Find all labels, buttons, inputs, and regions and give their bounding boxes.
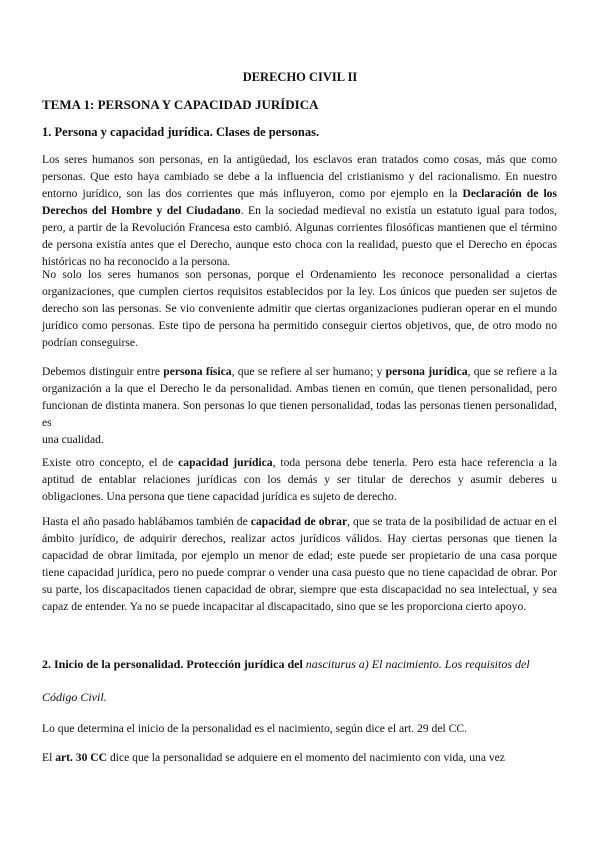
section-2-heading-italic-end: Código Civil.	[42, 690, 107, 704]
section-2-heading-italic: nasciturus a) El nacimiento. Los requisitos del	[305, 657, 530, 671]
paragraph-3-bold-persona-fisica: persona física	[163, 365, 232, 378]
paragraph-4	[42, 454, 557, 505]
paragraph-3-text-e: , que se refiere a la organización a la que el Derecho le da personalidad. Ambas tienen en común, que tienen personalidad, pero funcionan de distinta manera. Son personas lo que tienen personalidad, todas las personas tienen personalidad, es	[42, 365, 558, 429]
paragraph-5-text-a: Hasta el año pasado hablábamos también de	[42, 515, 251, 528]
paragraph-4-text-c: , toda persona debe tenerla. Pero esta hace referencia a la aptitud de entablar relaciones jurídicas con los demás y ser titular de derechos y asumir deberes u obligaciones. Una persona que tiene capacidad jurídica es sujeto de derecho.	[42, 456, 557, 503]
section-2-heading	[42, 656, 557, 673]
paragraph-5	[42, 513, 557, 615]
section-2-heading-bold: 2. Inicio de la personalidad. Protección jurídica del	[42, 657, 306, 671]
paragraph-3-last-line: una cualidad.	[42, 433, 104, 446]
topic-heading: TEMA 1: PERSONA Y CAPACIDAD JURÍDICA	[42, 97, 319, 112]
paragraph-7-bold-term: art. 30 CC	[55, 751, 108, 764]
paragraph-6	[42, 720, 557, 737]
paragraph-7	[42, 749, 557, 769]
paragraph-4-text-a: Existe otro concepto, el de	[42, 456, 179, 469]
paragraph-3-bold-persona-juridica: persona jurídica	[385, 365, 468, 378]
paragraph-7-text-c: dice que la personalidad se adquiere en el momento del nacimiento con vida, una vez	[107, 751, 505, 764]
section-2-heading-continuation	[42, 689, 557, 706]
paragraph-7-text-a: El	[42, 751, 56, 764]
document-title: DERECHO CIVIL II	[242, 70, 358, 84]
paragraph-3-text-a: Debemos distinguir entre	[42, 365, 164, 378]
paragraph-5-bold-term: capacidad de obrar	[250, 515, 348, 528]
paragraph-4-bold-term: capacidad jurídica	[178, 456, 273, 469]
paragraph-1	[42, 151, 557, 270]
paragraph-3	[42, 363, 557, 448]
paragraph-1-text-c: . En la sociedad medieval no existía un estatuto igual para todos, pero, a partir de la Revolución Francesa esto cambió. Algunas corrientes filosóficas mantienen que el término de persona existía antes que el Derecho, aunque esto choca con la realidad, puesto que el Derecho en épocas históricas no ha reconocido a la persona.	[42, 204, 557, 268]
paragraph-1-text-a: Los seres humanos son personas, en la antigüedad, los esclavos eran tratados como cosas, más que como personas. Que esto haya cambiado se debe a la influencia del cristianismo y del racionalismo. En nuestro entorno jurídico, son las dos corrientes que más influyeron, como por ejemplo en la	[42, 153, 557, 200]
paragraph-3-text-c: , que se refiere al ser humano; y	[231, 365, 386, 378]
paragraph-2	[42, 266, 557, 351]
section-1-heading: 1. Persona y capacidad jurídica. Clases de personas.	[42, 125, 320, 139]
paragraph-1-bold-term: Declaración de los Derechos del Hombre y del Ciudadano	[42, 187, 557, 217]
paragraph-5-text-c: , que se trata de la posibilidad de actuar en el ámbito jurídico, de adquirir derechos, realizar actos jurídicos válidos. Hay ciertas personas que tienen la capacidad de obrar limitada, por ejemplo un menor de edad; este puede ser propietario de una casa porque tiene capacidad jurídica, pero no puede comprar o vender una casa puesto que no tiene capacidad de obrar. Por su parte, los discapacitados tienen capacidad de obrar, siempre que esta discapacidad no sea intelectual, y sea capaz de entender. Ya no se puede incapacitar al discapacitado, sino que se les proporciona cierto apoyo.	[42, 515, 557, 613]
paragraph-6-text: Lo que determina el inicio de la personalidad es el nacimiento, según dice el art. 29 del CC.	[42, 722, 467, 735]
paragraph-2-text: No solo los seres humanos son personas, porque el Ordenamiento les reconoce personalidad a ciertas organizaciones, que cumplen ciertos requisitos establecidos por la ley. Los únicos que pueden ser sujetos de derecho son las personas. Se vio conveniente admitir que ciertas organizaciones pudieran operar en el mundo jurídico como personas. Este tipo de persona ha permitido conseguir ciertos objetivos, que, de otro modo no podrían conseguirse.	[42, 268, 557, 349]
